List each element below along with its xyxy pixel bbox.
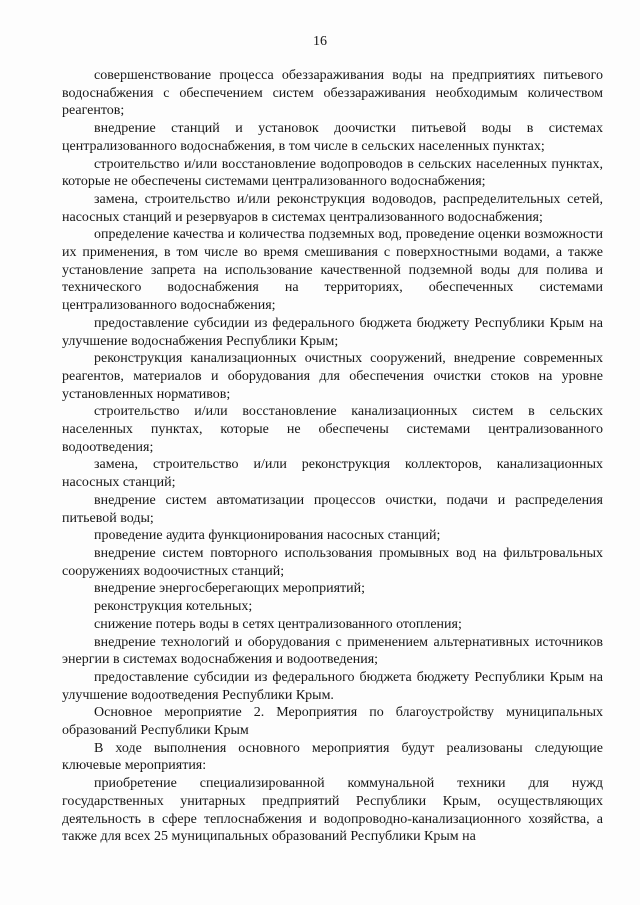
paragraph: В ходе выполнения основного мероприятия будут реализованы следующие ключевые мероприятия: — [62, 740, 603, 774]
paragraph: проведение аудита функционирования насосных станций; — [94, 528, 441, 544]
paragraph: реконструкция канализационных очистных сооружений, внедрение современных реагентов, материалов и оборудования для обеспечения очистки стоков на уровне установленных нормативов; — [62, 351, 603, 402]
paragraph: предоставление субсидии из федерального бюджета бюджету Республики Крым на улучшение водоотведения Республики Крым. — [62, 669, 603, 703]
paragraph: внедрение станций и установок доочистки питьевой воды в системах централизованного водоснабжения, в том числе в сельских населенных пунктах; — [62, 121, 603, 154]
paragraph: строительство и/или восстановление канализационных систем в сельских населенных пунктах, которые не обеспечены системами централизованного водоотведения; — [62, 404, 603, 455]
page-number: 16 — [313, 34, 327, 49]
paragraph: предоставление субсидии из федерального бюджета бюджету Республики Крым на улучшение водоснабжения Республики Крым; — [62, 315, 603, 349]
paragraph: внедрение систем повторного использования промывных вод на фильтровальных сооружениях водоочистных станций; — [62, 545, 603, 579]
paragraph: реконструкция котельных; — [94, 599, 253, 615]
paragraph: внедрение систем автоматизации процессов очистки, подачи и распределения питьевой воды; — [62, 492, 603, 526]
paragraph: приобретение специализированной коммунальной техники для нужд государственных унитарных предприятий Республики Крым, осуществляющих деятельность в сфере теплоснабжения и водопроводно-канализационного хозяйства, а также для всех 25 муниципальных образований Республики Крым на — [62, 776, 603, 845]
paragraph: замена, строительство и/или реконструкция водоводов, распределительных сетей, насосных станций и резервуаров в системах централизованного водоснабжения; — [62, 191, 603, 225]
paragraph: определение качества и количества подземных вод, проведение оценки возможности их применения, в том числе во время смешивания с поверхностными водами, а также установление запрета на использование качественной подземной воды для полива и технического водоснабжения на территориях, обеспеченных системами централизованного водоснабжения; — [62, 227, 603, 314]
section-heading-paragraph: Основное мероприятие 2. Мероприятия по благоустройству муниципальных образований Республики Крым — [62, 705, 603, 739]
paragraph: строительство и/или восстановление водопроводов в сельских населенных пунктах, которые не обеспечены системами централизованного водоснабжения; — [62, 156, 603, 190]
paragraph: снижение потерь воды в сетях централизованного отопления; — [94, 616, 462, 632]
paragraph: совершенствование процесса обеззараживания воды на предприятиях питьевого водоснабжения с обеспечением систем обеззараживания необходимым количеством реагентов; — [62, 68, 603, 119]
document-body — [62, 67, 603, 846]
paragraph: замена, строительство и/или реконструкция коллекторов, канализационных насосных станций; — [62, 457, 603, 491]
paragraph: внедрение энергосберегающих мероприятий; — [94, 581, 366, 597]
paragraph: внедрение технологий и оборудования с применением альтернативных источников энергии в системах водоснабжения и водоотведения; — [62, 634, 603, 668]
